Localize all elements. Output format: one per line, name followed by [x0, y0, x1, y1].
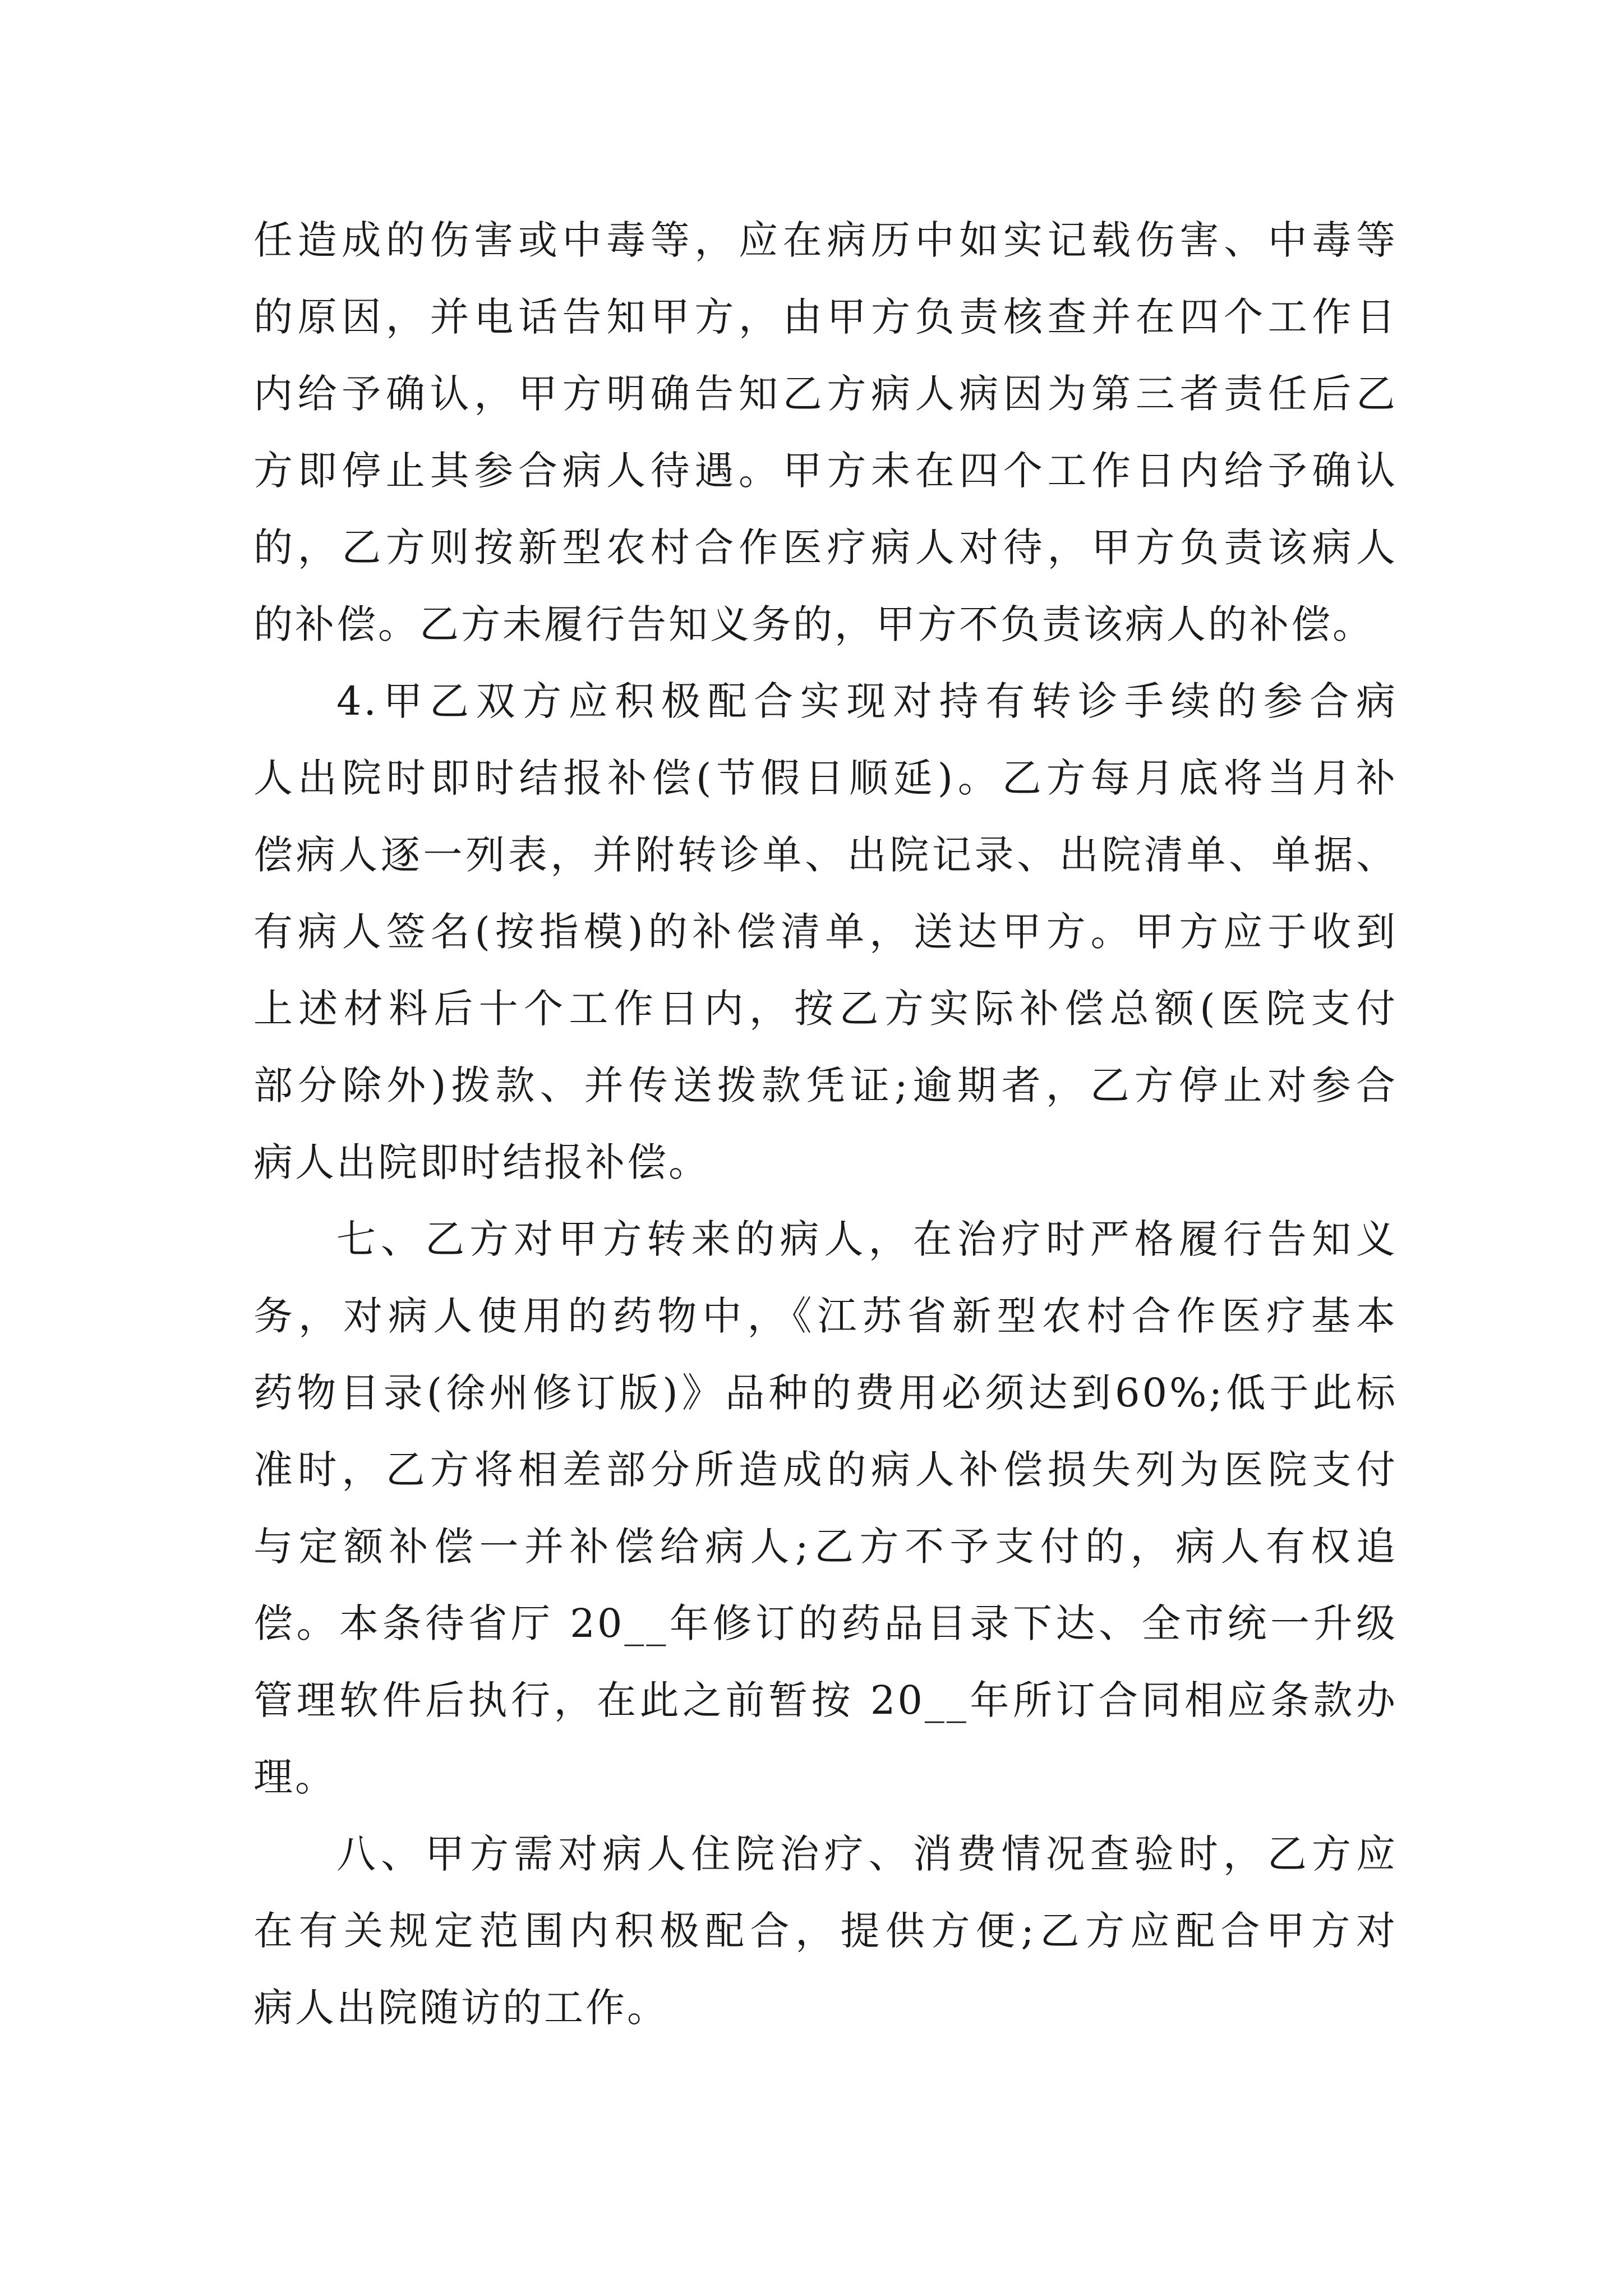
text-line: 准时，乙方将相差部分所造成的病人补偿损失列为医院支付 [253, 1447, 1398, 1493]
text-line: 病人出院即时结报补偿。 [253, 1139, 710, 1185]
text-line: 偿病人逐一列表，并附转诊单、出院记录、出院清单、单据、 [253, 832, 1398, 878]
text-line: 理。 [253, 1754, 336, 1800]
text-line: 内给予确认，甲方明确告知乙方病人病因为第三者责任后乙 [253, 371, 1398, 417]
text-line: 上述材料后十个工作日内，按乙方实际补偿总额(医院支付 [253, 986, 1398, 1032]
text-line: 方即停止其参合病人待遇。甲方未在四个工作日内给予确认 [253, 448, 1398, 494]
text-line: 有病人签名(按指模)的补偿清单，送达甲方。甲方应于收到 [253, 909, 1398, 955]
text-line: 偿。本条待省厅 20__年修订的药品目录下达、全市统一升级 [253, 1600, 1398, 1646]
text-line: 八、甲方需对病人住院治疗、消费情况查验时，乙方应 [336, 1831, 1398, 1877]
text-line: 的补偿。乙方未履行告知义务的，甲方不负责该病人的补偿。 [253, 601, 1374, 647]
text-line: 部分除外)拨款、并传送拨款凭证;逾期者，乙方停止对参合 [253, 1062, 1398, 1108]
text-line: 病人出院随访的工作。 [253, 1985, 668, 2031]
text-line: 4.甲乙双方应积极配合实现对持有转诊手续的参合病 [336, 678, 1398, 724]
text-line: 的原因，并电话告知甲方，由甲方负责核查并在四个工作日 [253, 294, 1398, 340]
text-line: 人出院时即时结报补偿(节假日顺延)。乙方每月底将当月补 [253, 755, 1398, 801]
text-line: 药物目录(徐州修订版)》品种的费用必须达到60%;低于此标 [253, 1370, 1398, 1416]
paragraph [253, 663, 1398, 1201]
paragraph [253, 1816, 1398, 2046]
text-line: 管理软件后执行，在此之前暂按 20__年所订合同相应条款办 [253, 1677, 1398, 1723]
text-line: 任造成的伤害或中毒等，应在病历中如实记载伤害、中毒等 [253, 217, 1398, 263]
text-line: 与定额补偿一并补偿给病人;乙方不予支付的，病人有权追 [253, 1524, 1398, 1570]
text-line: 在有关规定范围内积极配合，提供方便;乙方应配合甲方对 [253, 1908, 1398, 1954]
paragraph [253, 202, 1398, 663]
paragraph [253, 1201, 1398, 1816]
text-line: 务，对病人使用的药物中，《江苏省新型农村合作医疗基本 [253, 1293, 1398, 1339]
text-line: 七、乙方对甲方转来的病人，在治疗时严格履行告知义 [336, 1216, 1398, 1262]
document-body [253, 202, 1398, 2046]
text-line: 的，乙方则按新型农村合作医疗病人对待，甲方负责该病人 [253, 524, 1398, 570]
